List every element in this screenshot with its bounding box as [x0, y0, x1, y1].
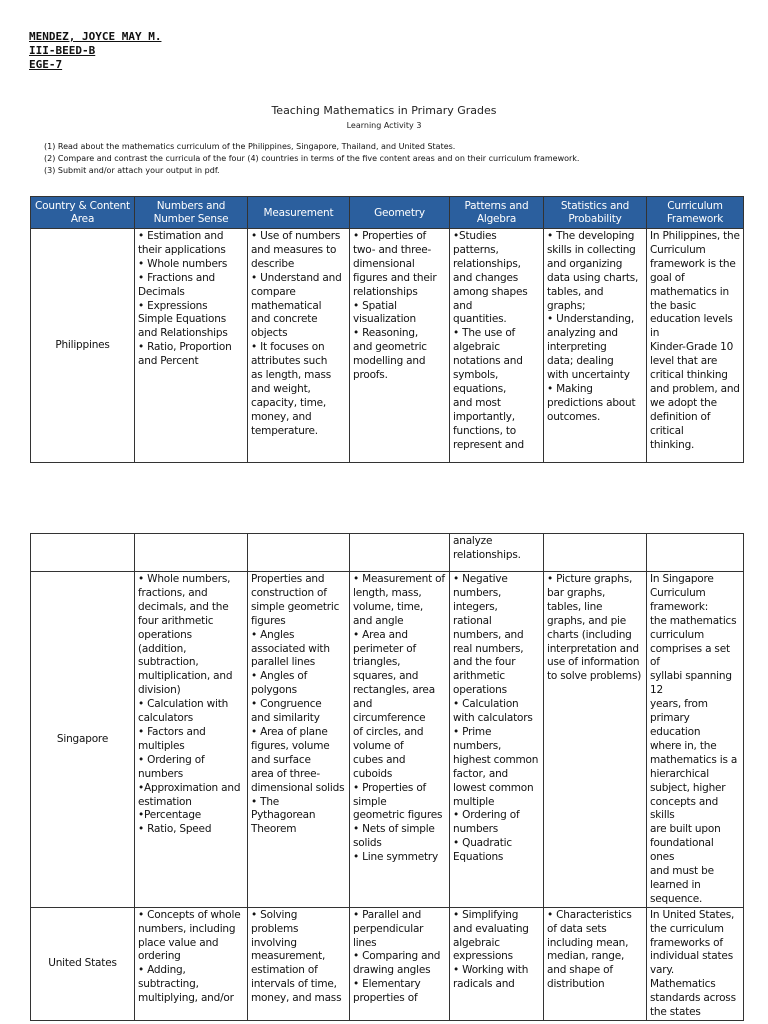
table-row	[31, 572, 744, 908]
patterns-cell: •Studies patterns, relationships, and changes among shapes and quantities. • The use of algebraic notations and symbols, equations, and most importantly, functions, to represent and	[450, 229, 544, 463]
numbers-cell: • Concepts of whole numbers, including place value and ordering • Adding, subtracting, multiplying, and/or	[135, 907, 248, 1020]
patterns-cell: analyze relationships.	[450, 534, 544, 572]
student-section: III-BEED-B	[29, 44, 96, 57]
statistics-cell: • Picture graphs, bar graphs, tables, line graphs, and pie charts (including interpretation and use of information to solve problems)	[544, 572, 647, 908]
student-header	[29, 30, 161, 72]
geometry-cell: • Properties of two- and three- dimensional figures and their relationships • Spatial visualization • Reasoning, and geometric modelling and proofs.	[350, 229, 450, 463]
table-row	[31, 907, 744, 1020]
statistics-cell: • Characteristics of data sets including mean, median, range, and shape of distribution	[544, 907, 647, 1020]
header-geometry: Geometry	[350, 197, 450, 229]
header-framework: Curriculum Framework	[647, 197, 744, 229]
document-title: Teaching Mathematics in Primary Grades	[271, 104, 497, 117]
framework-cell: In United States, the curriculum frameworks of individual states vary. Mathematics standards across the states	[647, 907, 744, 1020]
header-measurement: Measurement	[248, 197, 350, 229]
geometry-cell	[350, 534, 450, 572]
geometry-cell: • Measurement of length, mass, volume, time, and angle • Area and perimeter of triangles, squares, and rectangles, area and circumference of circles, and volume of cubes and cuboids • Properties of simple geometric figures • Nets of simple solids • Line symmetry	[350, 572, 450, 908]
student-name: MENDEZ, JOYCE MAY M.	[29, 30, 162, 43]
curriculum-table-page2	[30, 533, 744, 1021]
header-country: Country & Content Area	[31, 197, 135, 229]
country-cell: Singapore	[31, 572, 135, 908]
numbers-cell: • Whole numbers, fractions, and decimals, and the four arithmetic operations (addition, subtraction, multiplication, and division) • Calculation with calculators • Factors and multiples • Ordering of numbers •Approximation and estimation •Percentage • Ratio, Speed	[135, 572, 248, 908]
instruction-item: (2) Compare and contrast the curricula of the four (4) countries in terms of the five content areas and on their curriculum framework.	[44, 154, 580, 163]
document-subtitle: Learning Activity 3	[346, 121, 422, 130]
framework-cell: In Philippines, the Curriculum framework is the goal of mathematics in the basic education levels in Kinder-Grade 10 level that are critical thinking and problem, and we adopt the definition of critical thinking.	[647, 229, 744, 463]
instructions-list	[44, 141, 579, 177]
country-cell: United States	[31, 907, 135, 1020]
framework-cell	[647, 534, 744, 572]
statistics-cell	[544, 534, 647, 572]
patterns-cell: • Simplifying and evaluating algebraic expressions • Working with radicals and	[450, 907, 544, 1020]
table-header-row	[31, 197, 744, 229]
framework-cell: In Singapore Curriculum framework: the mathematics curriculum comprises a set of syllabi spanning 12 years, from primary education where in, the mathematics is a hierarchical subject, higher concepts and skills are built upon foundational ones and must be learned in sequence.	[647, 572, 744, 908]
instruction-item: (3) Submit and/or attach your output in pdf.	[44, 166, 220, 175]
header-statistics: Statistics and Probability	[544, 197, 647, 229]
statistics-cell: • The developing skills in collecting and organizing data using charts, tables, and graphs; • Understanding, analyzing and interpreting data; dealing with uncertainty • Making predictions about outcomes.	[544, 229, 647, 463]
instruction-item: (1) Read about the mathematics curriculum of the Philippines, Singapore, Thailand, and United States.	[44, 142, 456, 151]
measurement-cell: • Solving problems involving measurement, estimation of intervals of time, money, and mass	[248, 907, 350, 1020]
geometry-cell: • Parallel and perpendicular lines • Comparing and drawing angles • Elementary properties of	[350, 907, 450, 1020]
course-code: EGE-7	[29, 58, 63, 71]
country-cell: Philippines	[31, 229, 135, 463]
measurement-cell: • Use of numbers and measures to describe • Understand and compare mathematical and concrete objects • It focuses on attributes such as length, mass and weight, capacity, time, money, and temperature.	[248, 229, 350, 463]
table-row	[31, 229, 744, 463]
curriculum-table-page1	[30, 196, 744, 463]
header-numbers: Numbers and Number Sense	[135, 197, 248, 229]
country-cell	[31, 534, 135, 572]
table-row	[31, 534, 744, 572]
numbers-cell: • Estimation and their applications • Whole numbers • Fractions and Decimals • Expressions Simple Equations and Relationships • Ratio, Proportion and Percent	[135, 229, 248, 463]
numbers-cell	[135, 534, 248, 572]
header-patterns: Patterns and Algebra	[450, 197, 544, 229]
measurement-cell: Properties and construction of simple geometric figures • Angles associated with parallel lines • Angles of polygons • Congruence and similarity • Area of plane figures, volume and surface area of three- dimensional solids • The Pythagorean Theorem	[248, 572, 350, 908]
patterns-cell: • Negative numbers, integers, rational numbers, and real numbers, and the four arithmetic operations • Calculation with calculators • Prime numbers, highest common factor, and lowest common multiple • Ordering of numbers • Quadratic Equations	[450, 572, 544, 908]
measurement-cell	[248, 534, 350, 572]
